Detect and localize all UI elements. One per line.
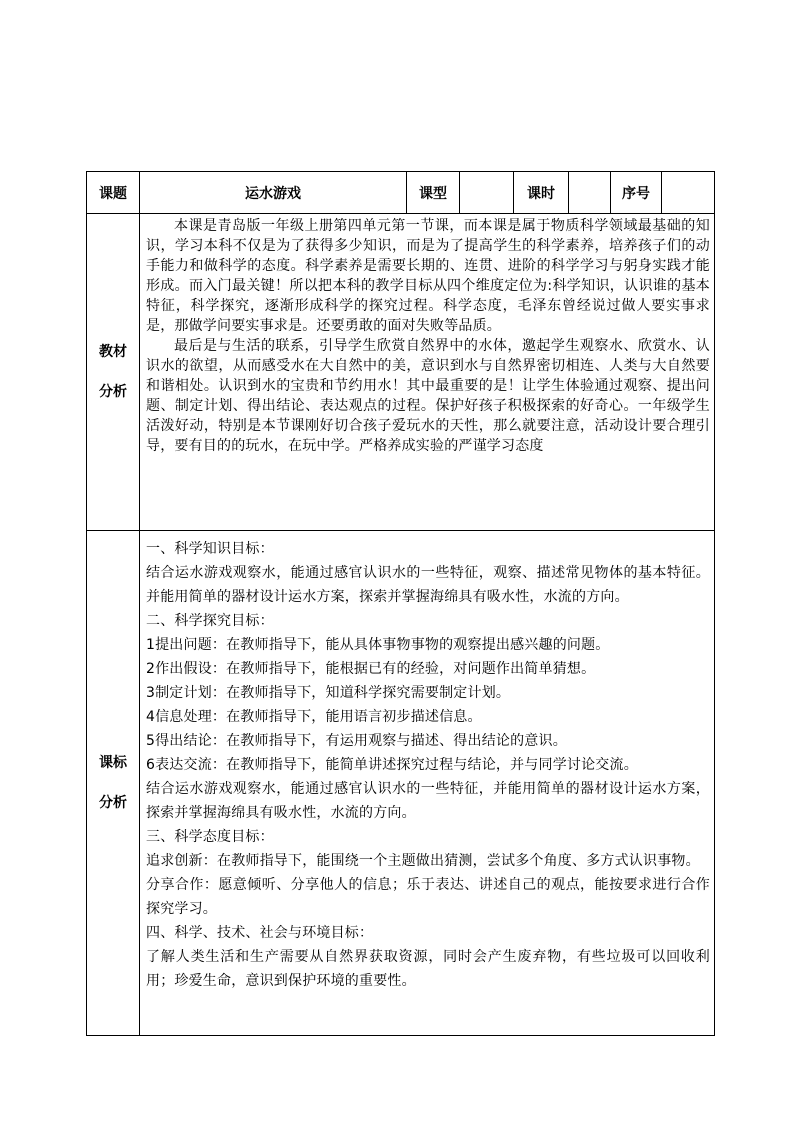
curriculum-analysis-label	[87, 531, 140, 1036]
objective-text: 结合运水游戏观察水，能通过感官认识水的一些特征，并能用简单的器材设计运水方案，探索并掌握海绵具有吸水性，水流的方向。	[146, 781, 710, 821]
objective-text: 了解人类生活和生产需要从自然界获取资源，同时会产生废弃物，有些垃圾可以回收利用；珍爱生命，意识到保护环境的重要性。	[146, 949, 710, 989]
textbook-analysis-label-line2: 分析	[99, 384, 127, 400]
textbook-paragraph: 本课是青岛版一年级上册第四单元第一节课，而本课是属于物质科学领域最基础的知识，学习本科不仅是为了获得多少知识，而是为了提高学生的科学素养，培养孩子们的动手能力和做科学的态度。科学素养是需要长期的、连贯、进阶的科学学习与躬身实践才能形成。而入门最关键！所以把本科的教学目标从四个维度定位为:科学知识，认识谁的基本特征，科学探究，逐渐形成科学的探究过程。科学态度，毛泽东曾经说过做人要实事求是，那做学问要实事求是。还要勇敢的面对失败等品质。	[146, 218, 710, 334]
objective-heading: 二、科学探究目标：	[146, 613, 274, 629]
lesson-plan-table	[86, 171, 715, 1036]
textbook-analysis-content	[140, 214, 715, 531]
type-label: 课型	[407, 172, 460, 214]
objective-item: 1提出问题：在教师指导下，能从具体事物事物的观察提出感兴趣的问题。	[146, 637, 610, 653]
textbook-analysis-label-line1: 教材	[99, 344, 127, 360]
objective-item: 3制定计划：在教师指导下，知道科学探究需要制定计划。	[146, 685, 511, 701]
objective-heading: 四、科学、技术、社会与环境目标：	[146, 925, 374, 941]
curriculum-analysis-label-line1: 课标	[99, 755, 127, 771]
hours-value	[569, 172, 611, 214]
type-value	[460, 172, 514, 214]
seq-label: 序号	[611, 172, 662, 214]
objective-item: 2作出假设：在教师指导下，能根据已有的经验，对问题作出简单猜想。	[146, 661, 596, 677]
textbook-analysis-row	[87, 214, 715, 531]
hours-label: 课时	[514, 172, 569, 214]
objective-item: 4信息处理：在教师指导下，能用语言初步描述信息。	[146, 709, 482, 725]
title-label: 课题	[87, 172, 140, 214]
header-row	[87, 172, 715, 214]
textbook-paragraph: 最后是与生活的联系，引导学生欣赏自然界中的水体，邀起学生观察水、欣赏水、认识水的欲望，从而感受水在大自然中的美，意识到水与自然界密切相连、人类与大自然要和谐相处。认识到水的宝贵和节约用水！其中最重要的是！让学生体验通过观察、提出问题、制定计划、得出结论、表达观点的过程。保护好孩子积极探索的好奇心。一年级学生活泼好动，特别是本节课刚好切合孩子爱玩水的天性，那么就要注意，活动设计要合理引导，要有目的的玩水，在玩中学。严格养成实验的严谨学习态度	[146, 338, 710, 454]
objective-text: 分享合作：愿意倾听、分享他人的信息；乐于表达、讲述自己的观点，能按要求进行合作探究学习。	[146, 877, 710, 917]
objective-item: 6表达交流：在教师指导下，能简单讲述探究过程与结论，并与同学讨论交流。	[146, 757, 638, 773]
objective-heading: 一、科学知识目标：	[146, 541, 274, 557]
curriculum-analysis-label-line2: 分析	[99, 795, 127, 811]
curriculum-analysis-row	[87, 531, 715, 1036]
title-value: 运水游戏	[140, 172, 407, 214]
objective-heading: 三、科学态度目标：	[146, 829, 274, 845]
curriculum-analysis-content	[140, 531, 715, 1036]
seq-value	[662, 172, 715, 214]
textbook-analysis-label	[87, 214, 140, 531]
objective-item: 5得出结论：在教师指导下，有运用观察与描述、得出结论的意识。	[146, 733, 567, 749]
objective-text: 结合运水游戏观察水，能通过感官认识水的一些特征，观察、描述常见物体的基本特征。并能用简单的器材设计运水方案，探索并掌握海绵具有吸水性，水流的方向。	[146, 565, 710, 605]
objective-text: 追求创新：在教师指导下，能围绕一个主题做出猜测，尝试多个角度、多方式认识事物。	[146, 853, 700, 869]
